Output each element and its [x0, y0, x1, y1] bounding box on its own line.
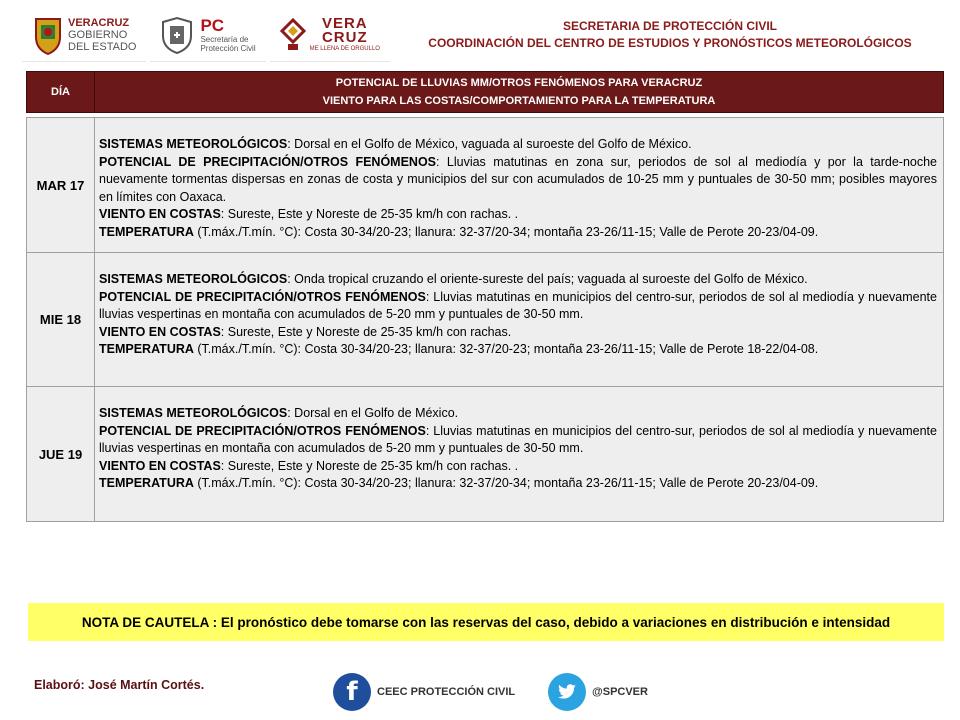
row-day: MAR 17	[27, 118, 95, 252]
logo-pc-title: PC	[200, 15, 225, 35]
row-day: JUE 19	[27, 387, 95, 521]
veracruz-brand-logo	[270, 8, 390, 62]
table-header-day: DÍA	[27, 72, 95, 112]
row-description	[95, 118, 943, 252]
caution-note: NOTA DE CAUTELA : El pronóstico debe tomarse con las reservas del caso, debido a variaciones en distribución e intensidad	[28, 603, 944, 641]
logo-veracruz-line3: DEL ESTADO	[68, 40, 137, 53]
author-credit: Elaboró: José Martín Cortés.	[34, 678, 205, 692]
header-title-line1: SECRETARIA DE PROTECCIÓN CIVIL	[562, 19, 777, 33]
value-temperatura: (T.máx./T.mín. °C): Costa 30-34/20-23; llanura: 32-37/20-23; montaña 23-26/11-15; Valle de Perote 18-22/04-08.	[193, 342, 819, 356]
civil-protection-emblem-icon	[160, 16, 194, 54]
label-temperatura: TEMPERATURA	[99, 342, 194, 356]
value-temperatura: (T.máx./T.mín. °C): Costa 30-34/20-23; llanura: 32-37/20-34; montaña 23-26/11-15; Valle de Perote 20-23/04-09.	[193, 224, 819, 239]
label-viento: VIENTO EN COSTAS	[99, 324, 221, 339]
logo-vc-line2: CRUZ	[321, 28, 368, 46]
value-viento: : Sureste, Este y Noreste de 25-35 km/h con rachas.	[220, 324, 512, 339]
proteccion-civil-logo	[150, 8, 265, 62]
row-day: MIE 18	[27, 253, 95, 386]
value-viento: : Sureste, Este y Noreste de 25-35 km/h con rachas. .	[220, 458, 519, 473]
pattern-emblem-icon	[280, 18, 306, 52]
label-sistemas: SISTEMAS METEOROLÓGICOS	[99, 406, 288, 420]
table-row	[27, 387, 943, 521]
facebook-label[interactable]: CEEC PROTECCIÓN CIVIL	[377, 686, 516, 698]
facebook-link[interactable]	[333, 673, 515, 711]
label-viento: VIENTO EN COSTAS	[99, 458, 221, 473]
twitter-label[interactable]: @SPCVER	[592, 686, 648, 698]
value-sistemas: : Onda tropical cruzando el oriente-sureste del país; vaguada al suroeste del Golfo de México.	[287, 272, 808, 286]
twitter-link[interactable]	[548, 673, 648, 711]
logo-veracruz-line1: VERACRUZ	[68, 16, 130, 29]
header-titles	[420, 18, 920, 52]
row-description	[95, 387, 943, 521]
logo-vc-line1: VERA	[321, 14, 368, 32]
label-temperatura: TEMPERATURA	[99, 476, 194, 490]
label-sistemas: SISTEMAS METEOROLÓGICOS	[99, 137, 288, 151]
logo-vc-sub: ME LLENA DE ORGULLO	[309, 45, 380, 52]
label-sistemas: SISTEMAS METEOROLÓGICOS	[99, 272, 288, 286]
value-potencial: : Lluvias matutinas en municipios del centro-sur, periodos de sol al mediodía y nuevamente lluvias vespertinas en montaña con acumulados de 5-20 mm y puntuales de 30-50 mm.	[99, 423, 937, 455]
value-temperatura: (T.máx./T.mín. °C): Costa 30-34/20-23; llanura: 32-37/20-34; montaña 23-26/11-15; Valle de Perote 20-23/04-09.	[193, 476, 819, 490]
value-potencial: : Lluvias matutinas en municipios del centro-sur, periodos de sol al mediodía y nuevamente lluvias vespertinas en montaña con acumulados de 5-20 mm y puntuales de 30-50 mm.	[99, 289, 937, 321]
header-title-line2: COORDINACIÓN DEL CENTRO DE ESTUDIOS Y PRONÓSTICOS METEOROLÓGICOS	[428, 36, 912, 50]
logo-veracruz-line2: GOBIERNO	[68, 28, 128, 41]
logo-pc-sub2: Protección Civil	[200, 43, 256, 53]
value-sistemas: : Dorsal en el Golfo de México.	[287, 406, 459, 420]
value-potencial: : Lluvias matutinas en zona sur, periodos de sol al mediodía y por la tarde-noche nuevamente tormentas dispersas en zonas de costa y municipios del sur con acumulados de 10-25 mm y puntuales de 30-50 mm; posibles mayores en límites con Oaxaca.	[99, 154, 938, 204]
label-potencial: POTENCIAL DE PRECIPITACIÓN/OTROS FENÓMENOS	[99, 154, 437, 169]
table-header-line2: VIENTO PARA LAS COSTAS/COMPORTAMIENTO PARA LA TEMPERATURA	[322, 95, 716, 107]
table-header-line1: POTENCIAL DE LLUVIAS MM/OTROS FENÓMENOS PARA VERACRUZ	[335, 77, 703, 89]
twitter-icon[interactable]	[548, 673, 586, 711]
value-viento: : Sureste, Este y Noreste de 25-35 km/h con rachas. .	[220, 207, 519, 221]
table-row	[27, 118, 943, 253]
facebook-icon[interactable]: f	[333, 673, 371, 711]
label-potencial: POTENCIAL DE PRECIPITACIÓN/OTROS FENÓMENOS	[99, 289, 426, 304]
label-potencial: POTENCIAL DE PRECIPITACIÓN/OTROS FENÓMENOS	[99, 423, 426, 438]
forecast-table	[26, 117, 944, 522]
table-header-description	[95, 72, 943, 112]
value-sistemas: : Dorsal en el Golfo de México, vaguada al suroeste del Golfo de México.	[287, 137, 692, 151]
coat-of-arms-icon	[32, 15, 64, 55]
table-row	[27, 253, 943, 387]
logo-pc-sub1: Secretaría de	[200, 34, 249, 44]
table-header	[26, 71, 944, 113]
row-description	[95, 253, 943, 386]
veracruz-government-logo	[22, 8, 146, 62]
label-temperatura: TEMPERATURA	[99, 224, 194, 239]
header-logos	[22, 8, 390, 62]
label-viento: VIENTO EN COSTAS	[99, 207, 221, 221]
